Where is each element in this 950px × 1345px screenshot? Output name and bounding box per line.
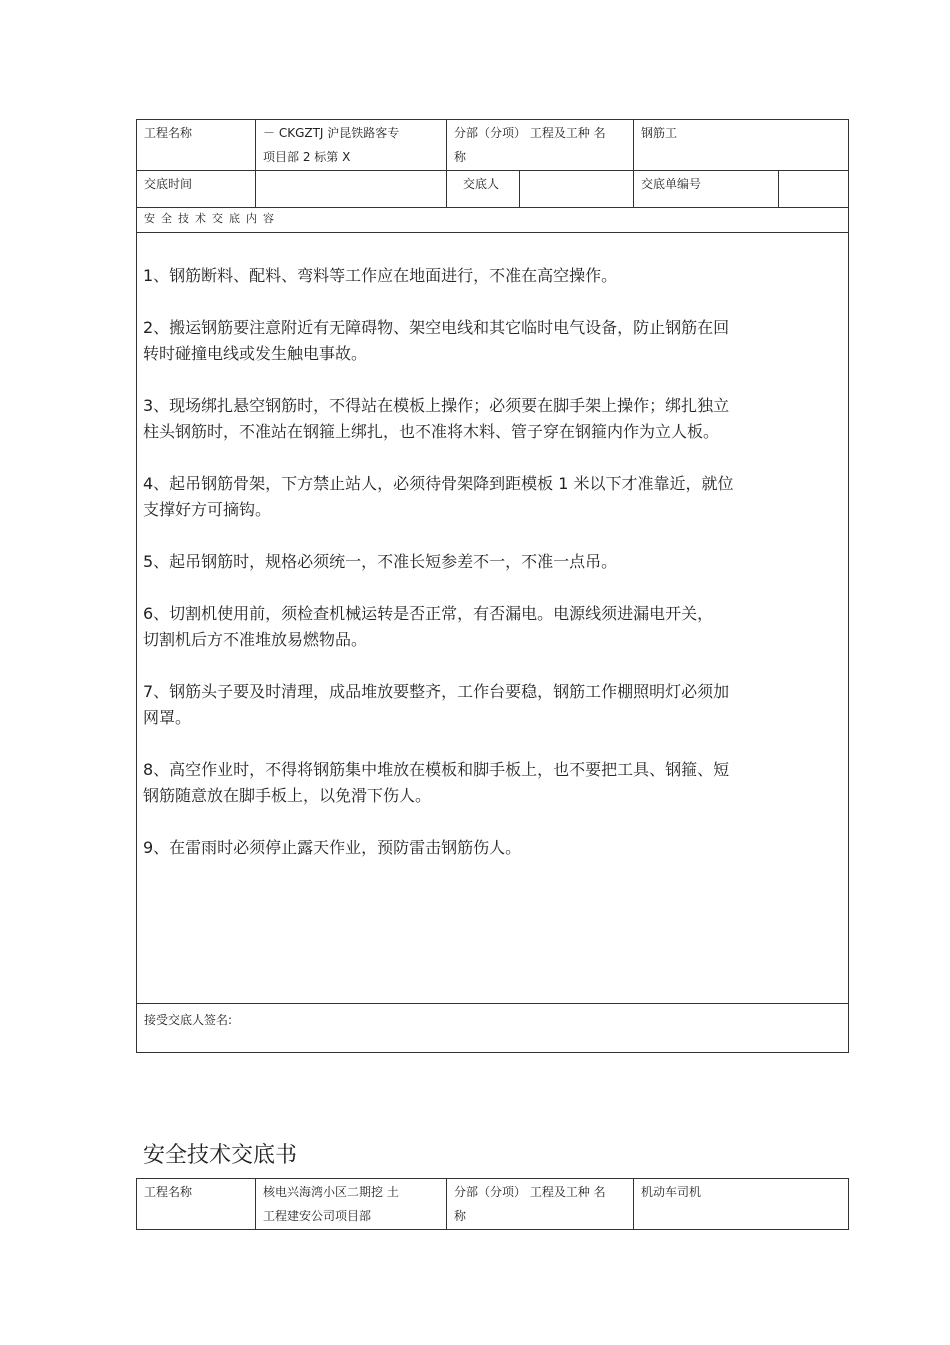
time-row [137,171,848,208]
number-label: 交底单编号 [634,171,779,207]
project-name-label: 工程名称 [137,1179,256,1229]
briefing-item: 4、起吊钢筋骨架，下方禁止站人，必须待骨架降到距模板 1 米以下才准靠近，就位 支撑好方可摘钩。 [143,474,734,519]
project-name-label: 工程名称 [137,120,256,170]
briefing-item: 9、在雷雨时必须停止露天作业，预防雷击钢筋伤人。 [143,838,522,857]
division-label: 分部（分项） 工程及工种 名 称 [447,1179,634,1229]
number-value [779,171,848,207]
project-name-value: － CKGZTJ 沪昆铁路客专 项目部 2 标第 X [256,120,447,170]
briefing-item: 8、高空作业时，不得将钢筋集中堆放在模板和脚手板上，也不要把工具、钢箍、短 钢筋随意放在脚手板上，以免滑下伤人。 [143,760,730,805]
presenter-label: 交底人 [447,171,520,207]
presenter-value [520,171,634,207]
briefing-item: 5、起吊钢筋时，规格必须统一，不准长短参差不一，不准一点吊。 [143,552,618,571]
document-title: 安全技术交底书 [143,1143,298,1168]
briefing-item: 1、钢筋断料、配料、弯料等工作应在地面进行，不准在高空操作。 [143,266,618,285]
signature-label: 接受交底人签名: [144,1013,233,1027]
briefing-item: 3、现场绑扎悬空钢筋时，不得站在模板上操作；必须要在脚手架上操作；绑扎独立 柱头钢筋时，不准站在钢箍上绑扎，也不准将木料、管子穿在钢箍内作为立人板。 [143,396,730,441]
project-name-value: 核电兴海湾小区二期挖 土 工程建安公司项目部 [256,1179,447,1229]
briefing-content [137,233,848,1003]
briefing-item: 6、切割机使用前，须检查机械运转是否正常，有否漏电。电源线须进漏电开关， 切割机后方不准堆放易燃物品。 [143,604,714,649]
division-value: 钢筋工 [641,126,678,140]
safety-briefing-table-2 [136,1178,849,1230]
division-value: 机动车司机 [641,1185,702,1199]
briefing-item: 2、搬运钢筋要注意附近有无障碍物、架空电线和其它临时电气设备，防止钢筋在回 转时碰撞电线或发生触电事故。 [143,318,730,363]
time-label: 交底时间 [137,171,256,207]
briefing-item: 7、钢筋头子要及时清理，成品堆放要整齐，工作台要稳，钢筋工作棚照明灯必须加 网罩。 [143,682,730,727]
time-value [256,171,447,207]
project-row [137,120,848,171]
project-row-2 [137,1179,848,1229]
division-label: 分部（分项） 工程及工种 名 称 [447,120,634,170]
section-header: 安全技术交底内容 [144,212,280,225]
signature-row [137,1004,848,1052]
section-header-row [137,208,848,233]
content-row [137,233,848,1004]
safety-briefing-table [136,119,849,1053]
